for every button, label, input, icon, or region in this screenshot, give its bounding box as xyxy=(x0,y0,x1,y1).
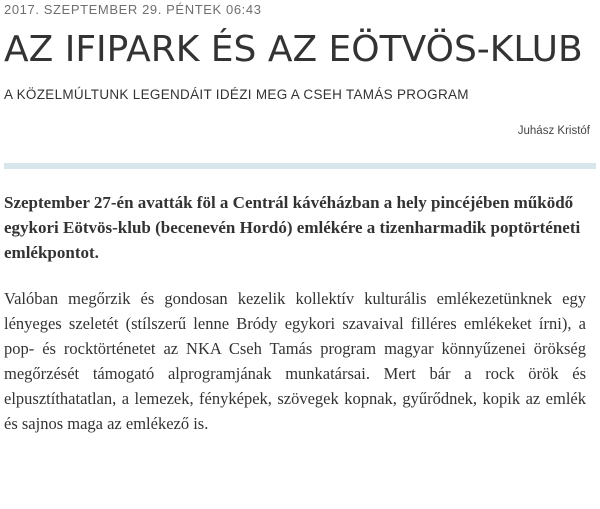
article-author[interactable]: Juhász Kristóf xyxy=(517,125,590,137)
article-subtitle: A KÖZELMÚLTUNK LEGENDÁIT IDÉZI MEG A CSEH TAMÁS PROGRAM xyxy=(4,87,469,102)
article-body-paragraph: Valóban megőrzik és gondosan kezelik kollektív kulturális emlékezetünknek egy lényeges szeletét (stílszerű lenne Bródy egykori szavaival filléres emlékeket írni), a pop- és rocktörténetet az NKA Cseh Tamás program magyar könnyűzenei örökség megőrzését támogató alprogramjának munkatársai. Mert bár a rock örök és elpusztíthatatlan, a lemezek, fényképek, szövegek kopnak, gyűrődnek, kopik az emlék és sajnos maga az emlékező is. xyxy=(4,289,586,433)
article-title: AZ IFIPARK ÉS AZ EÖTVÖS-KLUB xyxy=(4,29,583,70)
article-lead: Szeptember 27-én avatták föl a Centrál kávéházban a hely pincéjében működő egykori Eötvös-klub (becenevén Hordó) emlékére a tizenharmadik poptörténeti emlékpontot. xyxy=(4,193,581,262)
article-date: 2017. SZEPTEMBER 29. PÉNTEK 06:43 xyxy=(4,2,262,17)
section-divider xyxy=(4,163,596,169)
